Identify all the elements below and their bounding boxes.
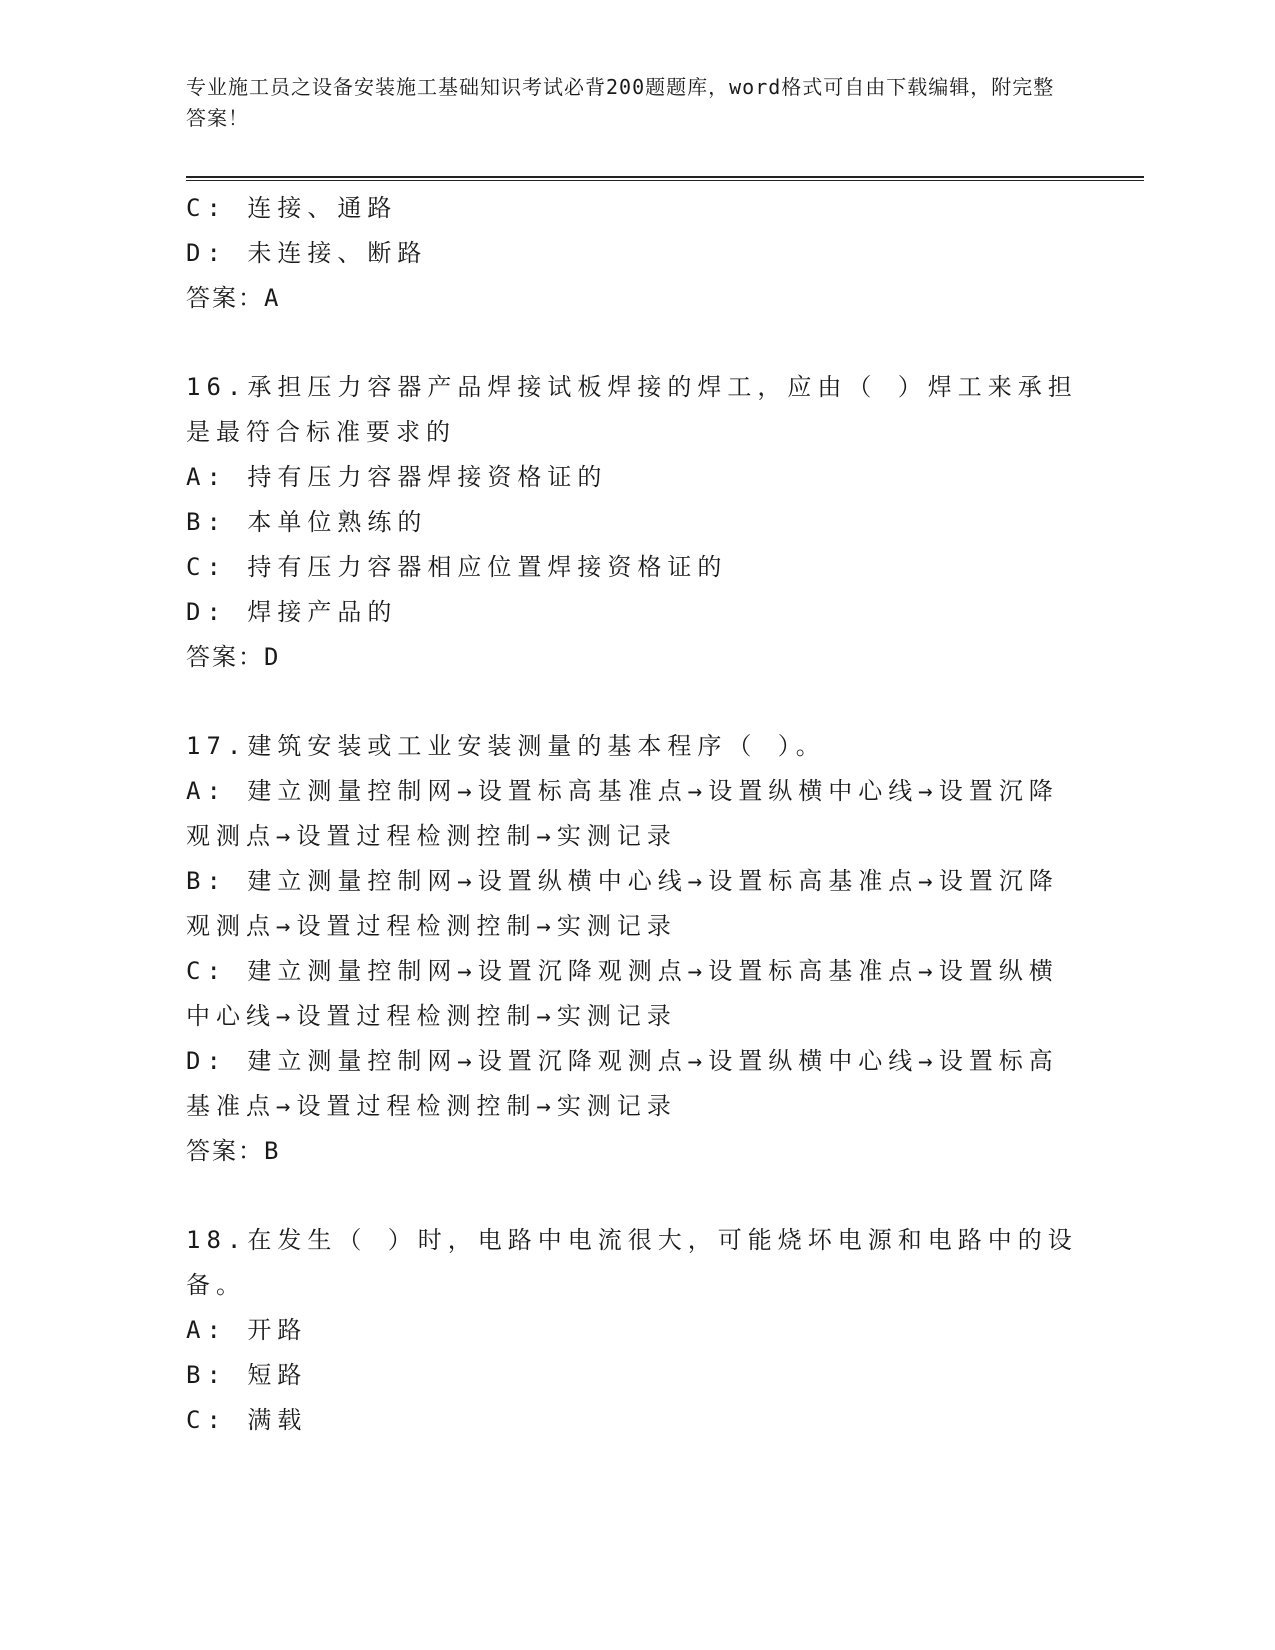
option-d: D: 建立测量控制网→设置沉降观测点→设置纵横中心线→设置标高基准点→设置过程检测控制→实测记录 [186, 1047, 1059, 1120]
option-c: C: 满载 [186, 1406, 308, 1434]
question-block-partial [186, 186, 1086, 321]
option-c: C: 建立测量控制网→设置沉降观测点→设置标高基准点→设置纵横中心线→设置过程检测控制→实测记录 [186, 957, 1059, 1030]
question-text: 17.建筑安装或工业安装测量的基本程序（ ）。 [186, 732, 826, 760]
option-c: C: 连接、通路 [186, 194, 398, 222]
question-block-16 [186, 365, 1086, 680]
option-a: A: 建立测量控制网→设置标高基准点→设置纵横中心线→设置沉降观测点→设置过程检测控制→实测记录 [186, 777, 1059, 850]
option-a: A: 开路 [186, 1316, 308, 1344]
option-d: D: 未连接、断路 [186, 239, 428, 267]
question-block-18 [186, 1218, 1086, 1443]
answer-text: 答案：B [186, 1137, 281, 1165]
header-divider [186, 176, 1144, 181]
document-title: 专业施工员之设备安装施工基础知识考试必背200题题库，word格式可自由下载编辑，附完整答案！ [186, 75, 1055, 130]
question-text: 18.在发生（ ）时，电路中电流很大，可能烧坏电源和电路中的设备。 [186, 1226, 1078, 1299]
option-b: B: 短路 [186, 1361, 308, 1389]
option-b: B: 本单位熟练的 [186, 508, 428, 536]
question-text: 16.承担压力容器产品焊接试板焊接的焊工，应由（ ）焊工来承担是最符合标准要求的 [186, 373, 1078, 446]
option-d: D: 焊接产品的 [186, 598, 398, 626]
answer-text: 答案：A [186, 284, 281, 312]
option-c: C: 持有压力容器相应位置焊接资格证的 [186, 553, 728, 581]
question-block-17 [186, 724, 1086, 1174]
answer-text: 答案：D [186, 643, 281, 671]
document-header [186, 72, 1066, 134]
option-b: B: 建立测量控制网→设置纵横中心线→设置标高基准点→设置沉降观测点→设置过程检测控制→实测记录 [186, 867, 1059, 940]
document-body [186, 186, 1086, 1443]
option-a: A: 持有压力容器焊接资格证的 [186, 463, 608, 491]
